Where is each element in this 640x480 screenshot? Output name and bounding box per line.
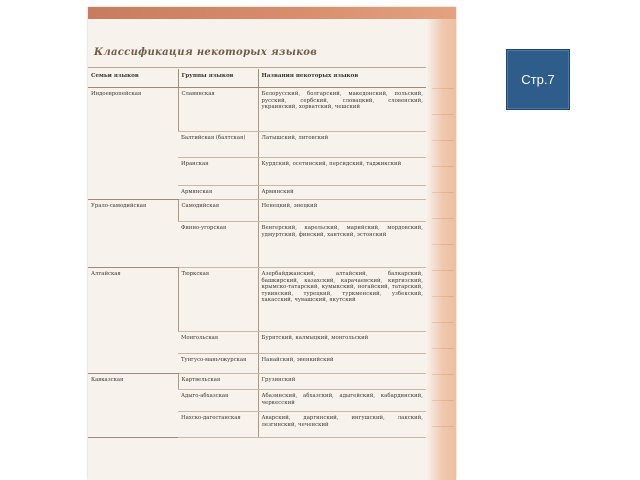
names-cell: Абазинский, абхазский, адыгейский, кабардинский, черкесский	[258, 390, 426, 412]
names-cell: Грузинский	[258, 374, 426, 390]
page-header-band	[88, 7, 456, 19]
names-cell: Армянский	[258, 186, 426, 200]
group-cell: Балтийская (балтская)	[178, 132, 258, 158]
family-cell: Алтайская	[88, 268, 178, 374]
header-families: Семьи языков	[88, 69, 178, 88]
family-cell: Кавказская	[88, 374, 178, 438]
group-cell: Монгольская	[178, 332, 258, 354]
group-cell: Славянская	[178, 88, 258, 132]
names-cell: Бурятский, калмыцкий, монгольский	[258, 332, 426, 354]
group-cell: Иранская	[178, 158, 258, 186]
header-language-names: Названия некоторых языков	[258, 69, 426, 88]
group-cell: Тунгусо-маньчжурская	[178, 354, 258, 374]
family-cell: Индоевропейская	[88, 88, 178, 200]
group-cell: Армянская	[178, 186, 258, 200]
names-cell: Венгерский, карельский, марийский, мордовский, удмуртский, финский, хантский, эстонский	[258, 222, 426, 268]
table-title: Классификация некоторых языков	[94, 47, 318, 58]
group-cell: Адыго-абхазская	[178, 390, 258, 412]
group-cell: Нахско-дагестанская	[178, 412, 258, 438]
divider	[88, 67, 426, 68]
page-decorative-pattern	[432, 67, 454, 427]
names-cell: Белорусский, болгарский, македонский, польский, русский, сербский, словацкий, словенский, украинский, хорватский, чешский	[258, 88, 426, 132]
names-cell: Курдский, осетинский, персидский, таджикский	[258, 158, 426, 186]
header-groups: Группы языков	[178, 69, 258, 88]
names-cell: Ненецкий, энецкий	[258, 200, 426, 222]
language-classification-table	[88, 69, 426, 438]
table-row	[88, 88, 426, 132]
page-number-button[interactable]	[506, 49, 570, 110]
group-cell: Тюркская	[178, 268, 258, 332]
table-row	[88, 374, 426, 390]
textbook-page-scan	[88, 7, 456, 480]
family-cell: Урало-самодийская	[88, 200, 178, 268]
names-cell: Нанайский, эвенкийский	[258, 354, 426, 374]
table-row	[88, 268, 426, 332]
table-row	[88, 200, 426, 222]
table-header-row	[88, 69, 426, 88]
names-cell: Азербайджанский, алтайский, балкарский, башкирский, казахский, карачаевский, киргизский, крымско-татарский, кумыкский, ногайский, татарский, тувинский, турецкий, туркменский, узбекский, хакасский, чувашский, якутский	[258, 268, 426, 332]
group-cell: Самодийская	[178, 200, 258, 222]
page-number-label: Стр.7	[521, 72, 555, 87]
group-cell: Финно-угорская	[178, 222, 258, 268]
names-cell: Аварский, даргинский, ингушский, лакский, лезгинский, чеченский	[258, 412, 426, 438]
group-cell: Картвельская	[178, 374, 258, 390]
names-cell: Латышский, литовский	[258, 132, 426, 158]
